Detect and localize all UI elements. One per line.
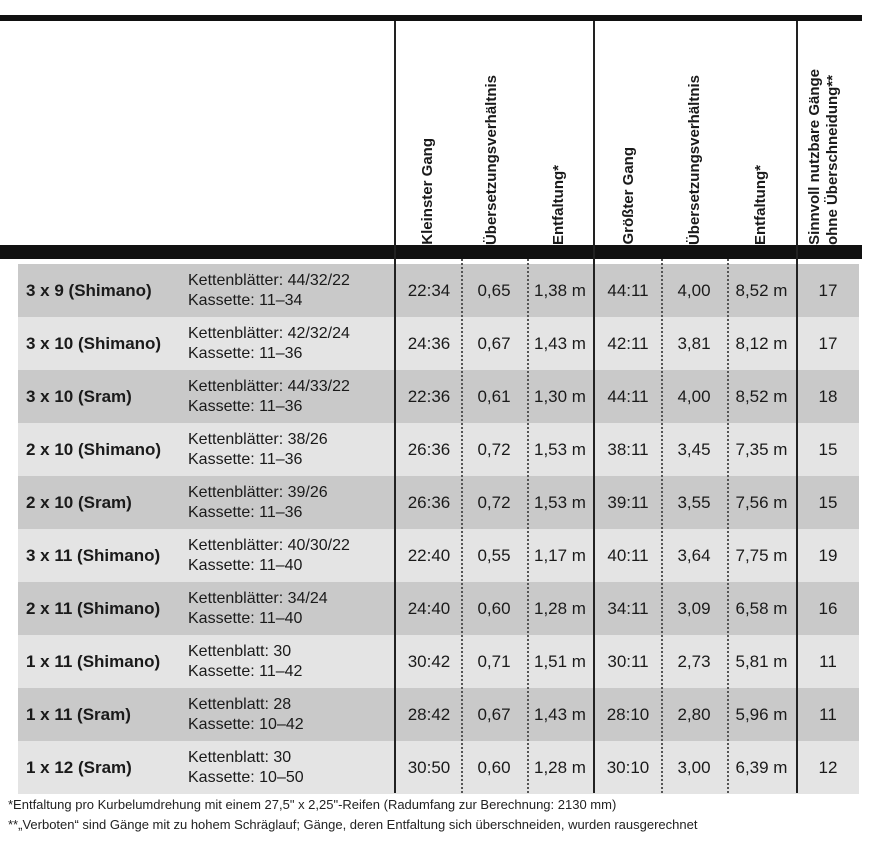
value-gg: 40:11	[607, 545, 649, 565]
value-n: 17	[818, 333, 838, 353]
chainring-spec: Kettenblätter: 38/26	[188, 430, 328, 448]
drivetrain-name: 1 x 11 (Sram)	[26, 704, 131, 724]
cassette-spec: Kassette: 10–42	[188, 715, 304, 733]
value-kg: 30:50	[407, 757, 451, 777]
value-kg: 22:34	[407, 280, 451, 300]
value-ke: 1,53 m	[534, 492, 586, 512]
chainring-spec: Kettenblätter: 39/26	[188, 483, 328, 501]
value-n: 15	[818, 439, 838, 459]
value-ke: 1,53 m	[534, 439, 586, 459]
cassette-spec: Kassette: 11–34	[188, 291, 303, 309]
value-ke: 1,28 m	[534, 757, 586, 777]
value-ge: 6,39 m	[735, 757, 788, 777]
drivetrain-name: 3 x 10 (Shimano)	[26, 333, 162, 353]
value-gu: 3,81	[677, 333, 711, 353]
column-divider-dotted	[461, 259, 463, 793]
value-ge: 5,81 m	[735, 651, 788, 671]
drivetrain-name: 3 x 9 (Shimano)	[26, 280, 152, 300]
value-kg: 22:40	[407, 545, 451, 565]
value-gu: 2,80	[677, 704, 711, 724]
value-gg: 39:11	[607, 492, 649, 512]
value-gg: 28:10	[606, 704, 650, 724]
value-ku: 0,61	[477, 386, 511, 406]
value-n: 15	[818, 492, 838, 512]
value-gu: 3,00	[677, 757, 711, 777]
value-gu: 3,45	[677, 439, 711, 459]
drivetrain-name: 2 x 10 (Sram)	[26, 492, 132, 512]
value-ke: 1,30 m	[534, 386, 586, 406]
value-ke: 1,17 m	[534, 545, 586, 565]
drivetrain-spec	[188, 423, 328, 476]
header-uebersetzung-gross: Übersetzungsverhältnis	[686, 74, 703, 245]
value-kg: 28:42	[407, 704, 451, 724]
chainring-spec: Kettenblätter: 34/24	[188, 589, 328, 607]
cassette-spec: Kassette: 11–40	[188, 556, 303, 574]
drivetrain-spec	[188, 476, 328, 529]
chainring-spec: Kettenblätter: 44/33/22	[188, 377, 350, 395]
value-gg: 42:11	[607, 333, 649, 353]
value-ku: 0,65	[477, 280, 511, 300]
value-gg: 38:11	[607, 439, 649, 459]
value-n: 11	[819, 704, 837, 724]
drivetrain-name: 3 x 10 (Sram)	[26, 386, 132, 406]
value-ge: 7,56 m	[735, 492, 788, 512]
value-ge: 8,52 m	[735, 280, 788, 300]
chainring-spec: Kettenblatt: 28	[188, 695, 292, 713]
value-kg: 26:36	[407, 492, 451, 512]
drivetrain-name: 2 x 10 (Shimano)	[26, 439, 162, 459]
value-n: 19	[818, 545, 838, 565]
value-gg: 30:10	[606, 757, 650, 777]
value-gg: 34:11	[607, 598, 649, 618]
table-row	[18, 741, 859, 794]
value-ku: 0,55	[477, 545, 511, 565]
value-kg: 26:36	[407, 439, 451, 459]
drivetrain-name: 2 x 11 (Shimano)	[26, 598, 161, 618]
value-ku: 0,72	[477, 439, 511, 459]
header-gaenge-line1: Sinnvoll nutzbare Gänge	[806, 69, 823, 245]
value-ge: 5,96 m	[735, 704, 788, 724]
table-row	[18, 529, 859, 582]
value-ke: 1,28 m	[534, 598, 586, 618]
cassette-spec: Kassette: 11–36	[188, 450, 303, 468]
drivetrain-spec	[188, 370, 350, 423]
value-ke: 1,38 m	[534, 280, 586, 300]
value-ge: 7,75 m	[735, 545, 788, 565]
header-gaenge-line2: ohne Überschneidung**	[824, 74, 841, 245]
table-row	[18, 370, 859, 423]
value-gu: 4,00	[677, 386, 711, 406]
value-ke: 1,43 m	[534, 333, 586, 353]
value-gu: 3,09	[677, 598, 711, 618]
value-gg: 44:11	[607, 386, 649, 406]
header-entfaltung-klein: Entfaltung*	[550, 165, 567, 245]
drivetrain-name: 1 x 11 (Shimano)	[26, 651, 161, 671]
column-divider-dotted	[661, 259, 663, 793]
value-n: 17	[818, 280, 838, 300]
value-kg: 24:40	[407, 598, 451, 618]
chainring-spec: Kettenblätter: 42/32/24	[188, 324, 350, 342]
value-ku: 0,67	[477, 704, 511, 724]
chainring-spec: Kettenblatt: 30	[188, 748, 292, 766]
value-ge: 8,52 m	[735, 386, 788, 406]
chainring-spec: Kettenblätter: 44/32/22	[188, 271, 350, 289]
value-n: 12	[818, 757, 838, 777]
value-ku: 0,71	[477, 651, 511, 671]
value-kg: 30:42	[407, 651, 451, 671]
value-ge: 6,58 m	[735, 598, 788, 618]
column-divider-dotted	[727, 259, 729, 793]
value-kg: 22:36	[407, 386, 451, 406]
header-rule	[0, 245, 862, 259]
header-groesster-gang: Größter Gang	[620, 147, 637, 245]
header-uebersetzung-klein: Übersetzungsverhältnis	[483, 74, 500, 245]
value-ku: 0,67	[477, 333, 511, 353]
column-divider	[796, 21, 798, 793]
drivetrain-spec	[188, 741, 304, 794]
header-entfaltung-gross: Entfaltung*	[752, 165, 769, 245]
drivetrain-spec	[188, 635, 302, 688]
drivetrain-spec	[188, 582, 328, 635]
drivetrain-spec	[188, 529, 350, 582]
value-ku: 0,60	[477, 757, 511, 777]
column-divider	[394, 21, 396, 793]
cassette-spec: Kassette: 11–42	[188, 662, 303, 680]
table-row	[18, 423, 859, 476]
value-gu: 3,55	[677, 492, 711, 512]
cassette-spec: Kassette: 11–40	[188, 609, 303, 627]
top-rule	[0, 15, 862, 21]
table-row	[18, 317, 859, 370]
column-divider	[593, 21, 595, 793]
footnote-2: **„Verboten“ sind Gänge mit zu hohem Schräglauf; Gänge, deren Entfaltung sich überschneiden, wurden rausgerechnet	[8, 817, 698, 832]
cassette-spec: Kassette: 11–36	[188, 503, 303, 521]
value-ke: 1,51 m	[534, 651, 586, 671]
table-row	[18, 582, 859, 635]
drivetrain-name: 1 x 12 (Sram)	[26, 757, 132, 777]
value-gu: 3,64	[677, 545, 711, 565]
drivetrain-spec	[188, 688, 304, 741]
value-ge: 8,12 m	[735, 333, 788, 353]
value-n: 16	[818, 598, 838, 618]
value-ke: 1,43 m	[534, 704, 586, 724]
table-row	[18, 688, 859, 741]
drivetrain-spec	[188, 264, 350, 317]
value-kg: 24:36	[407, 333, 451, 353]
table-row	[18, 635, 859, 688]
value-ku: 0,60	[477, 598, 511, 618]
drivetrain-name: 3 x 11 (Shimano)	[26, 545, 161, 565]
value-gg: 44:11	[607, 280, 649, 300]
table-row	[18, 476, 859, 529]
column-divider-dotted	[527, 259, 529, 793]
table-row	[18, 264, 859, 317]
cassette-spec: Kassette: 11–36	[188, 397, 303, 415]
chainring-spec: Kettenblätter: 40/30/22	[188, 536, 350, 554]
value-ge: 7,35 m	[735, 439, 788, 459]
value-n: 11	[819, 651, 837, 671]
drivetrain-spec	[188, 317, 350, 370]
cassette-spec: Kassette: 10–50	[188, 768, 304, 786]
cassette-spec: Kassette: 11–36	[188, 344, 303, 362]
value-gu: 2,73	[677, 651, 711, 671]
chainring-spec: Kettenblatt: 30	[188, 642, 292, 660]
footnote-1: *Entfaltung pro Kurbelumdrehung mit einem 27,5" x 2,25"-Reifen (Radumfang zur Berechnung: 2130 mm)	[8, 797, 617, 812]
value-ku: 0,72	[477, 492, 511, 512]
value-n: 18	[818, 386, 838, 406]
value-gg: 30:11	[607, 651, 649, 671]
value-gu: 4,00	[677, 280, 711, 300]
header-kleinster-gang: Kleinster Gang	[419, 138, 436, 245]
